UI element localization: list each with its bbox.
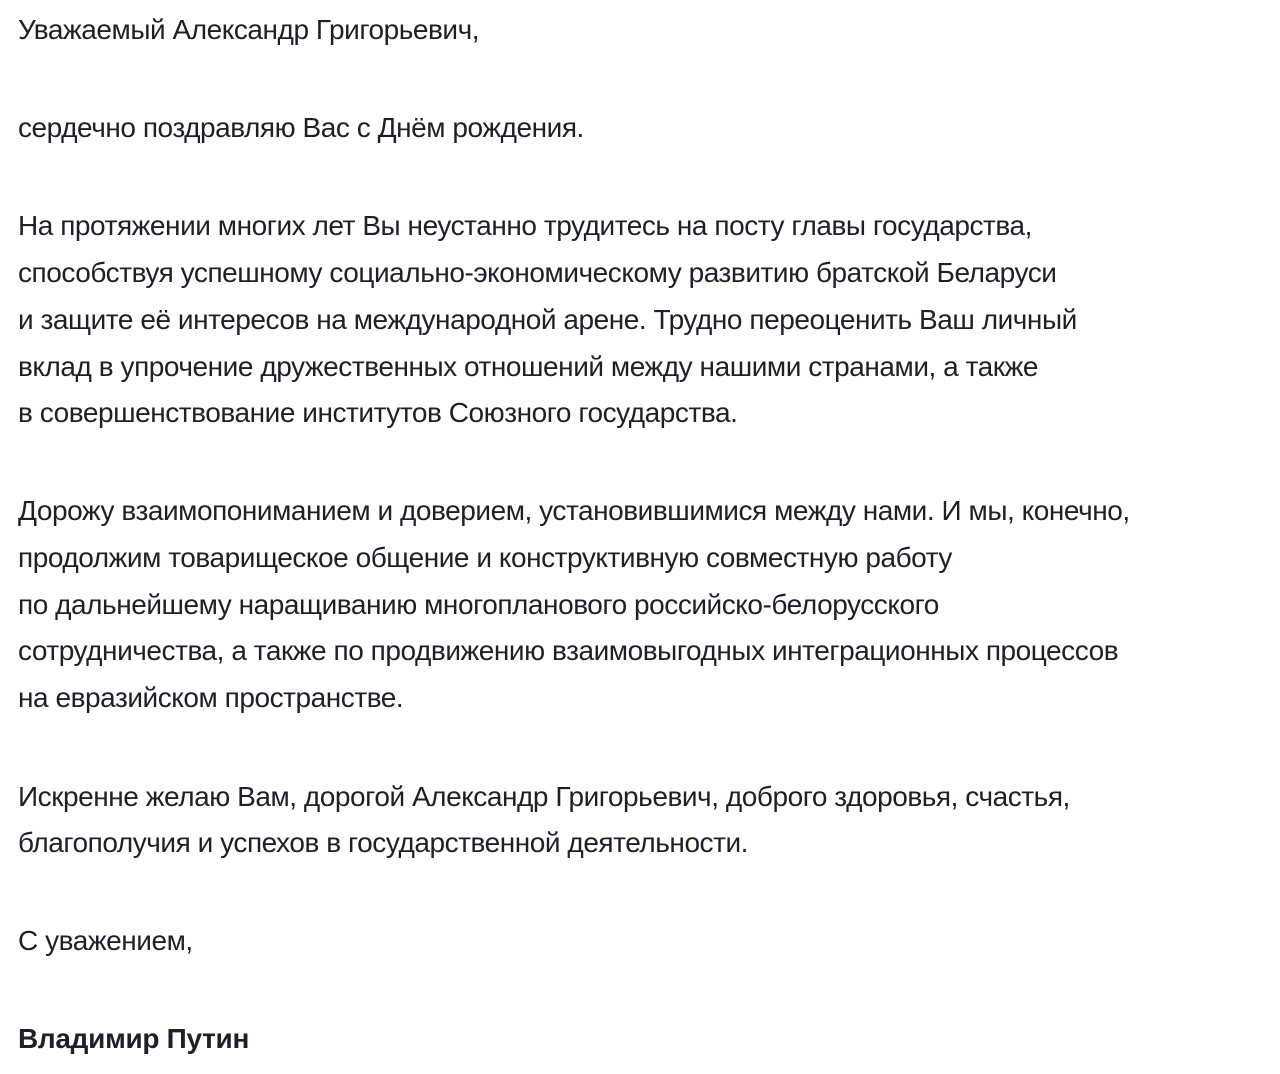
paragraph-line: На протяжении многих лет Вы неустанно трудитесь на посту главы государства, (18, 210, 1032, 241)
paragraph-line: благополучия и успехов в государственной деятельности. (18, 827, 749, 858)
paragraph-line: и защите её интересов на международной арене. Трудно переоценить Ваш личный (18, 304, 1077, 335)
paragraph-line: сотрудничества, а также по продвижению взаимовыгодных интеграционных процессов (18, 635, 1119, 666)
paragraph-line: способствуя успешному социально-экономическому развитию братской Беларуси (18, 257, 1057, 288)
closing-line: С уважением, (18, 925, 193, 956)
signature: Владимир Путин (18, 1023, 250, 1054)
paragraph-line: вклад в упрочение дружественных отношений между нашими странами, а также (18, 351, 1039, 382)
paragraph-line: Дорожу взаимопониманием и доверием, установившимися между нами. И мы, конечно, (18, 495, 1130, 526)
paragraph-line: на евразийском пространстве. (18, 682, 404, 713)
salutation: Уважаемый Александр Григорьевич, (18, 14, 480, 45)
paragraph-line: Искренне желаю Вам, дорогой Александр Григорьевич, доброго здоровья, счастья, (18, 781, 1070, 812)
paragraph-line: продолжим товарищеское общение и конструктивную совместную работу (18, 542, 952, 573)
greeting-line: сердечно поздравляю Вас с Днём рождения. (18, 112, 584, 143)
paragraph-line: по дальнейшему наращиванию многопланового российско-белорусского (18, 589, 939, 620)
paragraph-line: в совершенствование институтов Союзного государства. (18, 397, 738, 428)
